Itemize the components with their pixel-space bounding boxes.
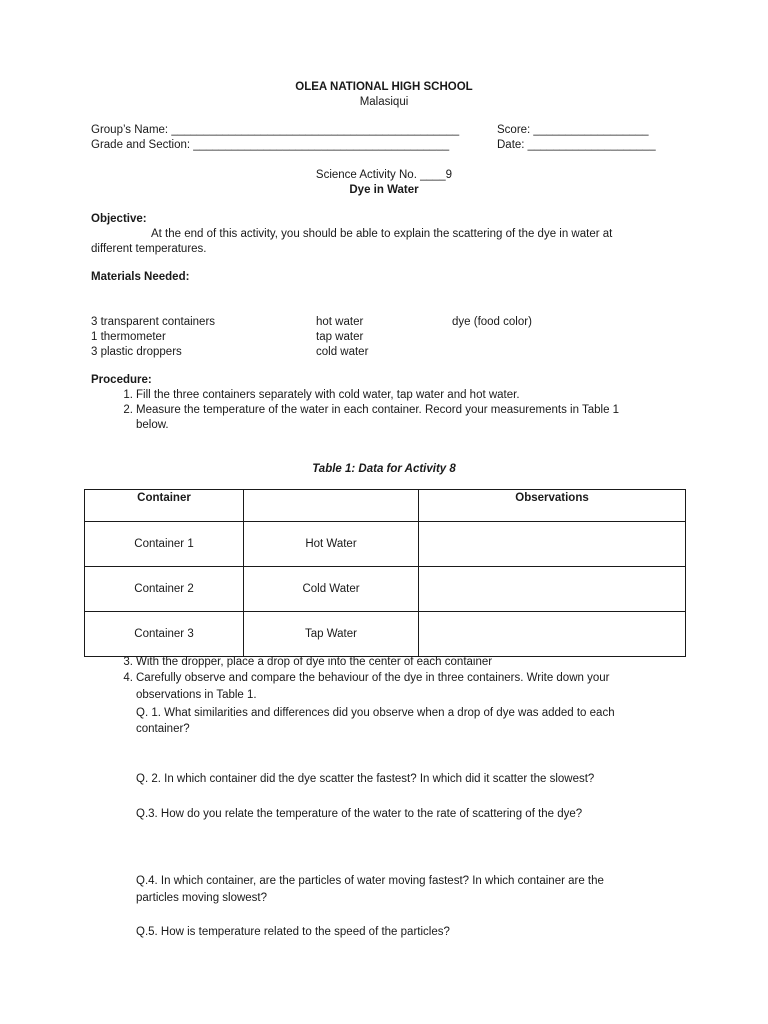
material-item: dye (food color) — [452, 316, 532, 328]
material-item: tap water — [316, 331, 364, 343]
group-name-field: Group’s Name: _____________________________________________ — [91, 124, 460, 136]
cell-water-type: Cold Water — [244, 567, 419, 612]
header-observations: Observations — [419, 490, 686, 522]
table-row — [85, 567, 686, 612]
objective-heading: Objective: — [91, 213, 147, 225]
question-3: Q.3. How do you relate the temperature of the water to the rate of scattering of the dye? — [136, 808, 583, 820]
date-field: Date: ____________________ — [497, 139, 656, 151]
table-row — [85, 612, 686, 657]
cell-observation — [419, 612, 686, 657]
table-header-row — [85, 490, 686, 522]
question-1-line2: container? — [136, 723, 190, 735]
step-number: 3. — [123, 656, 133, 668]
material-item: 3 plastic droppers — [91, 346, 182, 358]
objective-text-line2: different temperatures. — [91, 243, 207, 255]
cell-container: Container 3 — [85, 612, 244, 657]
data-table — [84, 489, 686, 657]
header-blank — [244, 490, 419, 522]
table-caption: Table 1: Data for Activity 8 — [312, 463, 456, 475]
step-number: 2. — [123, 404, 133, 416]
procedure-step-4-line2: observations in Table 1. — [136, 689, 257, 701]
activity-number: Science Activity No. ____9 — [315, 169, 453, 181]
procedure-heading: Procedure: — [91, 374, 152, 386]
objective-text-line1: At the end of this activity, you should be able to explain the scattering of the dye in water at — [151, 228, 613, 240]
cell-container: Container 2 — [85, 567, 244, 612]
cell-water-type: Hot Water — [244, 522, 419, 567]
cell-observation — [419, 522, 686, 567]
cell-water-type: Tap Water — [244, 612, 419, 657]
header-container: Container — [85, 490, 244, 522]
material-item: cold water — [316, 346, 369, 358]
question-1-line1: Q. 1. What similarities and differences did you observe when a drop of dye was added to each — [136, 707, 615, 719]
cell-container: Container 1 — [85, 522, 244, 567]
procedure-step-1: Fill the three containers separately with cold water, tap water and hot water. — [136, 389, 520, 401]
procedure-step-4-line1: Carefully observe and compare the behaviour of the dye in three containers. Write down your — [136, 672, 610, 684]
school-name: OLEA NATIONAL HIGH SCHOOL — [295, 81, 473, 93]
table-row — [85, 522, 686, 567]
step-number: 1. — [123, 389, 133, 401]
step-number: 4. — [123, 672, 133, 684]
school-town: Malasiqui — [359, 96, 409, 108]
score-field: Score: __________________ — [497, 124, 649, 136]
activity-title: Dye in Water — [349, 184, 419, 196]
material-item: 3 transparent containers — [91, 316, 216, 328]
material-item: hot water — [316, 316, 364, 328]
question-2: Q. 2. In which container did the dye scatter the fastest? In which did it scatter the slowest? — [136, 773, 595, 785]
material-item: 1 thermometer — [91, 331, 166, 343]
grade-section-field: Grade and Section: ________________________________________ — [91, 139, 450, 151]
cell-observation — [419, 567, 686, 612]
materials-heading: Materials Needed: — [91, 271, 190, 283]
question-4-line1: Q.4. In which container, are the particles of water moving fastest? In which container are the — [136, 875, 604, 887]
procedure-step-2-line2: below. — [136, 419, 169, 431]
procedure-step-3: With the dropper, place a drop of dye into the center of each container — [136, 656, 493, 668]
procedure-step-2-line1: Measure the temperature of the water in each container. Record your measurements in Table 1 — [136, 404, 620, 416]
question-5: Q.5. How is temperature related to the speed of the particles? — [136, 926, 450, 938]
question-4-line2: particles moving slowest? — [136, 892, 268, 904]
